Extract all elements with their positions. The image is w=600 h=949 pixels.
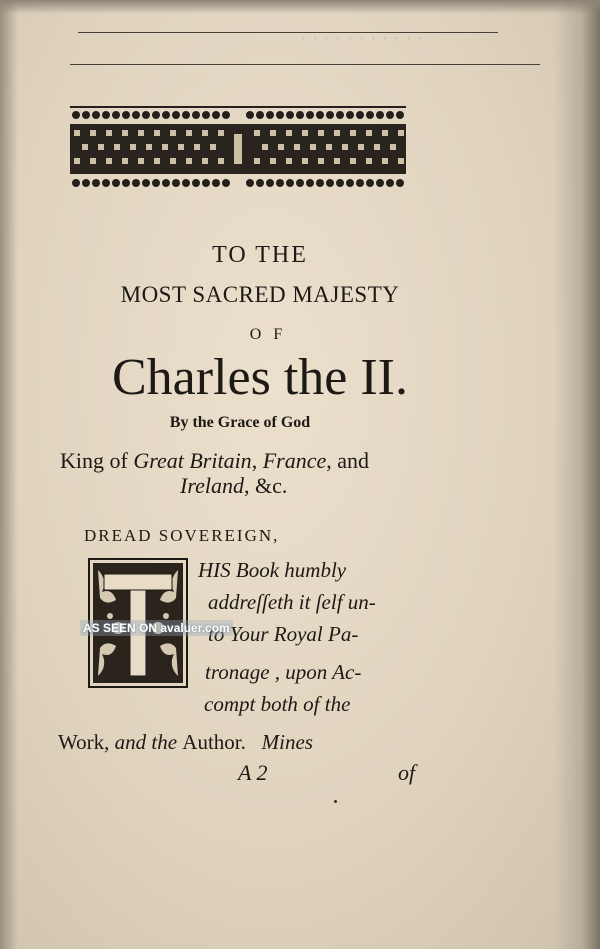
headpiece-ornament: [70, 106, 406, 196]
author-text: Author.: [182, 730, 246, 754]
catchword: of: [398, 760, 416, 785]
top-rule: [78, 32, 498, 33]
work-text: Work: [58, 730, 105, 754]
dedication-most-sacred-majesty: MOST SACRED MAJESTY: [120, 282, 400, 307]
grace-of-god-line: By the Grace of God: [169, 414, 311, 431]
body-line-4: tronage , upon Ac-: [205, 660, 362, 684]
dedicatee-name: Charles the II.: [111, 349, 408, 406]
mines-text: Mines: [261, 730, 313, 754]
page-shadow-right: [554, 0, 600, 949]
ink-speck: [334, 800, 337, 803]
and-text: , and: [326, 448, 369, 473]
france-text: France: [262, 448, 327, 473]
bleed-through: · · · · · · · · · · ·: [300, 28, 424, 50]
ireland-line: [180, 473, 287, 499]
dedication-of: OF: [249, 326, 295, 343]
dedication-to-the: TO THE: [212, 242, 308, 268]
page-shadow-left: [0, 0, 18, 949]
signature-mark: A 2: [238, 760, 268, 785]
body-line-3: to Your Royal Pa-: [208, 622, 359, 646]
king-of-line: [60, 448, 369, 474]
ireland-text: Ireland: [180, 473, 244, 498]
and-the-text: , and the: [104, 730, 183, 754]
page-shadow-top: [0, 0, 600, 14]
king-of-prefix: King of: [60, 448, 134, 473]
body-line-2: addreſſeth it ſelf un-: [208, 590, 376, 614]
etc-text: , &c.: [243, 473, 288, 498]
salutation: DREAD SOVEREIGN,: [84, 526, 280, 545]
body-line-6: [58, 730, 313, 755]
second-rule: [70, 64, 540, 65]
watermark-logo: AS SEEN ON avaluer.com: [80, 620, 233, 636]
body-line-5: compt both of the: [204, 692, 351, 716]
comma-separator: ,: [251, 448, 263, 473]
body-line-1: HIS Book humbly: [198, 558, 347, 582]
great-britain-text: Great Britain: [133, 448, 252, 473]
